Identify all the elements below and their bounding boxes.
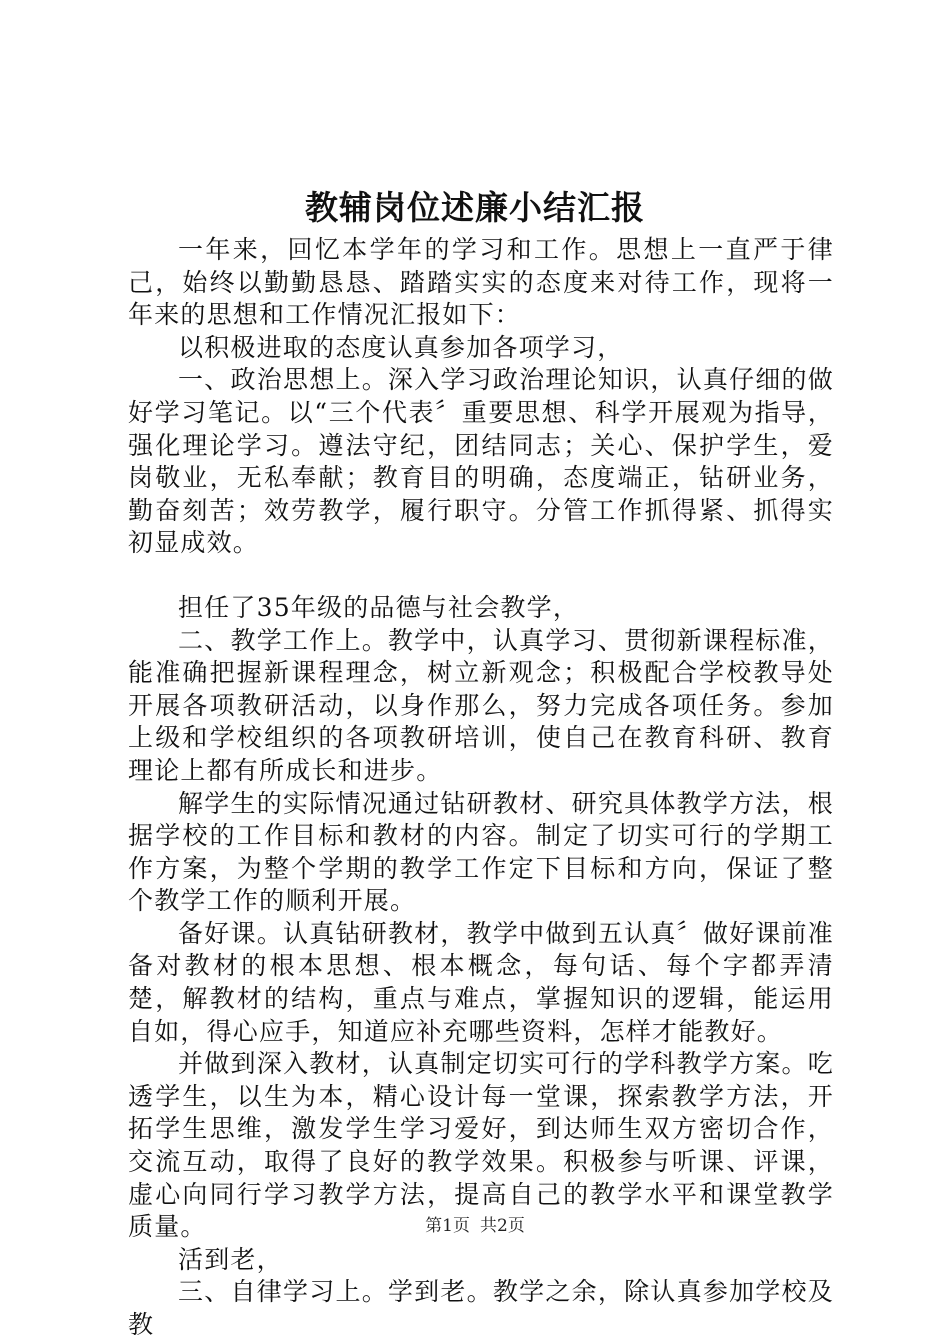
page-footer	[0, 1214, 950, 1238]
paragraph-teaching-plan: 并做到深入教材，认真制定切实可行的学科教学方案。吃透学生，以生为本，精心设计每一堂课，探索教学方法，开拓学生思维，激发学生学习爱好，到达师生双方密切合作，交流互动，取得了良好的教学效果。积极参与听课、评课，虚心向同行学习教学方法，提高自己的教学水平和课堂教学质量。	[128, 1049, 834, 1242]
paragraph-intro: 一年来，回忆本学年的学习和工作。思想上一直严于律己，始终以勤勤恳恳、踏踏实实的态度来对待工作，现将一年来的思想和工作情况汇报如下：	[128, 235, 834, 330]
paragraph-spacer	[128, 560, 834, 592]
paragraph-political: 一、政治思想上。深入学习政治理论知识，认真仔细的做好学习笔记。以“三个代表〞重要思想、科学开展观为指导，强化理论学习。遵法守纪，团结同志；关心、保护学生，爱岗敬业，无私奉献；教育目的明确，态度端正，钻研业务，勤奋刻苦；效劳教学，履行职守。分管工作抓得紧、抓得实初显成效。	[128, 365, 834, 558]
paragraph-study: 以积极进取的态度认真参加各项学习，	[178, 332, 624, 362]
paragraph-student-understanding: 解学生的实际情况通过钻研教材、研究具体教学方法，根据学校的工作目标和教材的内容。制定了切实可行的学期工作方案，为整个学期的教学工作定下目标和方向，保证了整个教学工作的顺利开展。	[128, 788, 834, 916]
paragraph-teaching-assignment: 担任了35年级的品德与社会教学，	[178, 592, 580, 622]
paragraph-lesson-prep: 备好课。认真钻研教材，教学中做到五认真〞做好课前准备对教材的根本思想、根本概念，每句话、每个字都弄清楚，解教材的结构，重点与难点，掌握知识的逻辑，能运用自如，得心应手，知道应补充哪些资料，怎样才能教好。	[128, 918, 834, 1046]
page-number: 第1页	[425, 1216, 470, 1236]
paragraph-teaching-work: 二、教学工作上。教学中，认真学习、贯彻新课程标准，能准确把握新课程理念，树立新观念；积极配合学校教导处开展各项教研活动，以身作那么，努力完成各项任务。参加上级和学校组织的各项教研培训，使自己在教育科研、教育理论上都有所成长和进步。	[128, 625, 834, 785]
document-body	[128, 234, 834, 1342]
paragraph-self-study: 三、自律学习上。学到老。教学之余，除认真参加学校及教	[128, 1277, 834, 1339]
page-total: 共2页	[480, 1216, 525, 1236]
paragraph-lifelong: 活到老，	[178, 1244, 283, 1274]
document-title: 教辅岗位述廉小结汇报	[305, 188, 645, 227]
